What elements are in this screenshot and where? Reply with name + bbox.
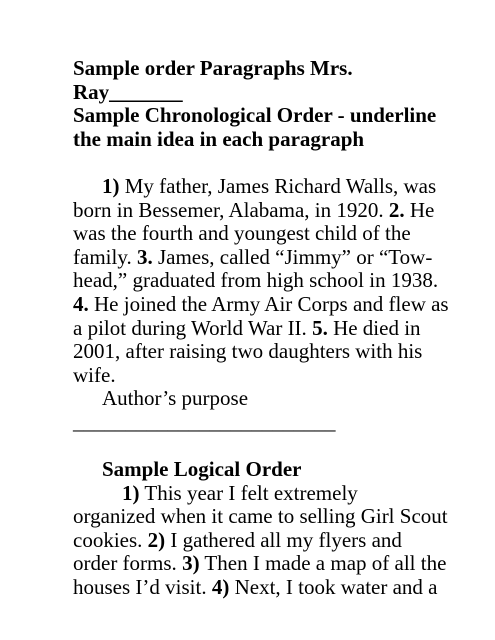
sentence-number: 4): [211, 575, 230, 600]
authors-purpose-label: Author’s purpose: [102, 386, 249, 411]
sentence-text: cookies.: [73, 527, 148, 552]
sentence-text: He: [404, 197, 435, 222]
sentence-text: a pilot during World War II.: [73, 315, 313, 340]
sentence-text: organized when it came to selling Girl Scout: [73, 504, 448, 529]
sentence-number: 3.: [136, 244, 153, 269]
document-page: [73, 57, 473, 600]
chrono-line: [73, 269, 473, 293]
sentence-text: was the fourth and youngest child of the: [73, 221, 411, 246]
chrono-line: [73, 199, 473, 223]
sentence-number: 2): [147, 527, 166, 552]
logical-line: [73, 482, 473, 506]
sentence-text: He joined the Army Air Corps and flew as: [88, 291, 449, 316]
heading-line-2: Ray_______: [73, 79, 183, 104]
spacer: [73, 435, 473, 459]
logical-line: [73, 552, 473, 576]
chrono-line: [73, 222, 473, 246]
logical-paragraph: [73, 482, 473, 600]
sentence-text: My father, James Richard Walls, was: [119, 173, 437, 198]
sentence-text: 2001, after raising two daughters with his: [73, 339, 423, 364]
chrono-line: [73, 175, 473, 199]
logical-line: [73, 576, 473, 600]
sentence-text: He died in: [327, 315, 421, 340]
sentence-text: order forms.: [73, 551, 183, 576]
sentence-text: Then I made a map of all the: [199, 551, 447, 576]
chrono-line: [73, 364, 473, 388]
sentence-number: 1): [102, 173, 120, 198]
sentence-number: 3): [182, 551, 200, 576]
chronological-paragraph: [73, 175, 473, 387]
sentence-text: This year I felt extremely: [139, 480, 358, 505]
heading-line-1: Sample order Paragraphs Mrs.: [73, 56, 353, 80]
sentence-number: 5.: [312, 315, 328, 340]
sentence-number: 4.: [73, 291, 89, 316]
sentence-text: family.: [73, 244, 137, 269]
sentence-text: born in Bessemer, Alabama, in 1920.: [73, 197, 389, 222]
heading-line-4: the main idea in each paragraph: [73, 126, 365, 151]
sentence-number: 2.: [388, 197, 405, 222]
spacer: [73, 151, 473, 175]
chrono-line: [73, 246, 473, 270]
authors-purpose-blank: _________________________: [73, 409, 336, 434]
sentence-text: James, called “Jimmy” or “Tow-: [152, 244, 433, 269]
chrono-line: [73, 317, 473, 341]
sentence-text: houses I’d visit.: [73, 575, 212, 600]
logical-line: [73, 505, 473, 529]
chrono-line: [73, 340, 473, 364]
sentence-text: head,” graduated from high school in 1938.: [73, 268, 439, 293]
logical-line: [73, 529, 473, 553]
sentence-text: Next, I took water and a: [229, 575, 438, 600]
sentence-text: wife.: [73, 362, 116, 387]
sentence-text: I gathered all my flyers and: [165, 527, 402, 552]
chrono-line: [73, 293, 473, 317]
heading-line-3: Sample Chronological Order - underline: [73, 103, 437, 128]
logical-order-title: Sample Logical Order: [102, 457, 302, 482]
sentence-number: 1): [122, 480, 140, 505]
